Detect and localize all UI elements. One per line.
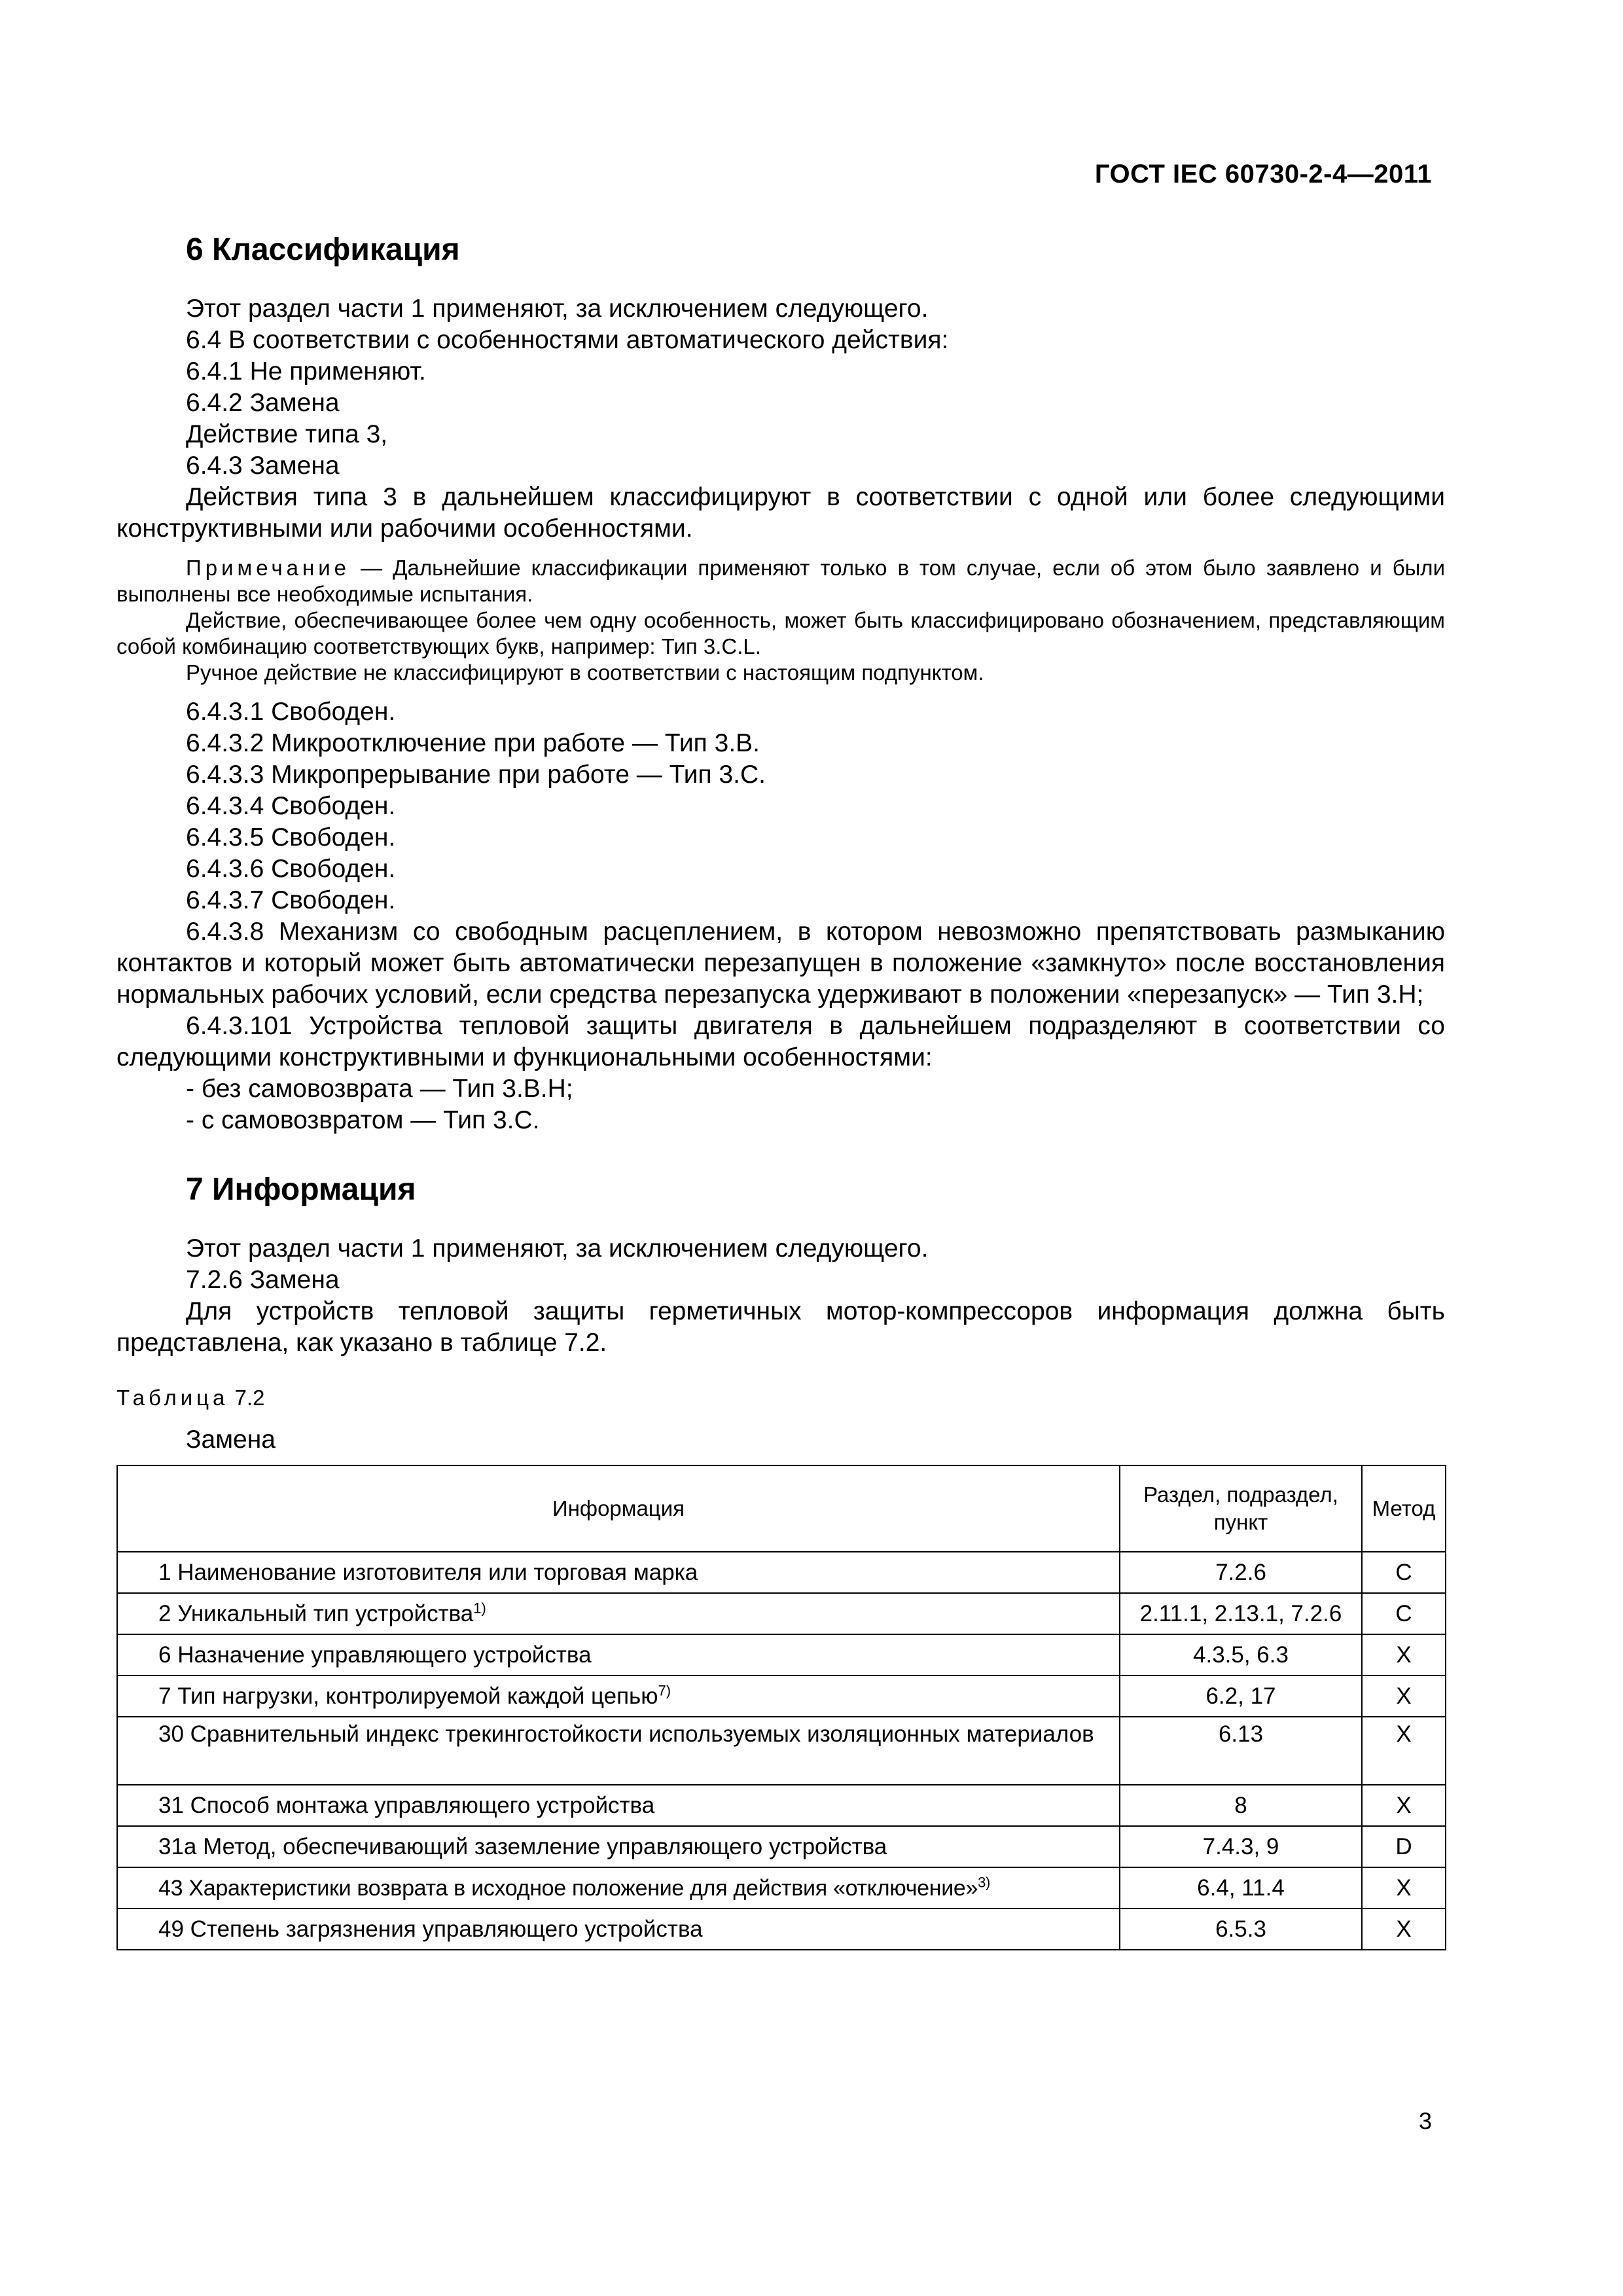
classification-item: - без самовозврата — Тип 3.В.Н;	[186, 1075, 573, 1103]
header-section: Раздел, подраздел, пункт	[1120, 1465, 1362, 1552]
row-info: 30 Сравнительный индекс трекингостойкости используемых изоляционных материалов	[117, 1717, 1120, 1785]
row-section: 2.11.1, 2.13.1, 7.2.6	[1120, 1593, 1362, 1634]
row-section: 7.4.3, 9	[1120, 1826, 1362, 1867]
section-7-line: Этот раздел части 1 применяют, за исключением следующего.	[186, 1234, 929, 1263]
document-body	[116, 229, 1445, 1950]
section-6-line: Действие типа 3,	[186, 420, 388, 448]
classification-item: 6.4.3.4 Свободен.	[186, 792, 396, 820]
row-info: 6 Назначение управляющего устройства	[117, 1634, 1120, 1676]
classification-item: 6.4.3.101 Устройства тепловой защиты двигателя в дальнейшем подразделяют в соответствии со следующими конструктивными и функциональными особенностями:	[116, 1012, 1445, 1071]
classification-item: 6.4.3.3 Микропрерывание при работе — Тип 3.С.	[186, 761, 766, 789]
table-row	[117, 1676, 1446, 1717]
row-info: 31 Способ монтажа управляющего устройства	[117, 1785, 1120, 1826]
standard-code: ГОСТ IEC 60730-2-4—2011	[1094, 160, 1432, 188]
section-6-line: 6.4.2 Замена	[186, 389, 340, 417]
row-section: 7.2.6	[1120, 1552, 1362, 1593]
table-header-row	[117, 1465, 1446, 1552]
section-6-line: Действия типа 3 в дальнейшем классифицируют в соответствии с одной или более следующими конструктивными или рабочими особенностями.	[116, 483, 1445, 543]
table-row	[117, 1867, 1446, 1909]
row-section: 6.4, 11.4	[1120, 1867, 1362, 1909]
classification-item: 6.4.3.1 Свободен.	[186, 698, 396, 726]
row-info: 49 Степень загрязнения управляющего устройства	[117, 1909, 1120, 1950]
row-method: X	[1362, 1717, 1446, 1785]
table-caption	[116, 1385, 1445, 1411]
table-row	[117, 1552, 1446, 1593]
row-method: C	[1362, 1552, 1446, 1593]
classification-item: 6.4.3.5 Свободен.	[186, 823, 396, 852]
row-section: 6.5.3	[1120, 1909, 1362, 1950]
row-info: 43 Характеристики возврата в исходное положение для действия «отключение»$^{3)}$	[117, 1867, 1120, 1909]
classification-item: 6.4.3.6 Свободен.	[186, 855, 396, 883]
row-info: 2 Уникальный тип устройства$^{1)}$	[117, 1593, 1120, 1634]
header-information: Информация	[117, 1465, 1120, 1552]
row-method: X	[1362, 1676, 1446, 1717]
header-method: Метод	[1362, 1465, 1446, 1552]
row-info: 31a Метод, обеспечивающий заземление управляющего устройства	[117, 1826, 1120, 1867]
table-row	[117, 1593, 1446, 1634]
section-6-line: 6.4.1 Не применяют.	[186, 357, 426, 386]
table-subtitle: Замена	[186, 1426, 276, 1454]
row-section: 6.13	[1120, 1717, 1362, 1785]
row-info: 7 Тип нагрузки, контролируемой каждой цепью$^{7)}$	[117, 1676, 1120, 1717]
section-6-heading: 6 Классификация	[186, 232, 460, 267]
classification-item: 6.4.3.2 Микроотключение при работе — Тип 3.В.	[186, 729, 760, 757]
table-caption-label: Таблица	[116, 1386, 229, 1410]
classification-item: - с самовозвратом — Тип 3.С.	[186, 1106, 540, 1134]
row-info: 1 Наименование изготовителя или торговая марка	[117, 1552, 1120, 1593]
note-line: Действие, обеспечивающее более чем одну особенность, может быть классифицировано обозначением, представляющим собой комбинацию соответствующих букв, например: Тип 3.С.L.	[116, 608, 1445, 658]
table-row	[117, 1826, 1446, 1867]
row-method: X	[1362, 1785, 1446, 1826]
table-row	[117, 1909, 1446, 1950]
classification-item: 6.4.3.8 Механизм со свободным расцеплением, в котором невозможно препятствовать размыканию контактов и который может быть автоматически перезапущен в положение «замкнуто» после восстановления нормальных рабочих условий, если средства перезапуска удерживают в положении «перезапуск» — Тип 3.Н;	[116, 918, 1445, 1009]
table-caption-number: 7.2	[228, 1386, 265, 1410]
note-label: Примечание	[186, 556, 351, 580]
table-row	[117, 1785, 1446, 1826]
row-method: X	[1362, 1634, 1446, 1676]
section-6-line: 6.4 В соответствии с особенностями автоматического действия:	[186, 326, 949, 354]
row-section: 8	[1120, 1785, 1362, 1826]
row-section: 6.2, 17	[1120, 1676, 1362, 1717]
note	[116, 555, 1445, 607]
table-row	[117, 1634, 1446, 1676]
section-7-line: Для устройств тепловой защиты герметичных мотор-компрессоров информация должна быть представлена, как указано в таблице 7.2.	[116, 1297, 1445, 1357]
note-text: — Дальнейшие классификации применяют только в том случае, если об этом было заявлено и были выполнены все необходимые испытания.	[116, 556, 1445, 606]
classification-item: 6.4.3.7 Свободен.	[186, 886, 396, 914]
row-section: 4.3.5, 6.3	[1120, 1634, 1362, 1676]
section-6-line: Этот раздел части 1 применяют, за исключением следующего.	[186, 295, 929, 323]
page-number: 3	[1418, 2108, 1432, 2134]
row-method: X	[1362, 1909, 1446, 1950]
section-7-line: 7.2.6 Замена	[186, 1266, 340, 1294]
row-method: X	[1362, 1867, 1446, 1909]
section-6-line: 6.4.3 Замена	[186, 452, 340, 480]
information-table	[116, 1465, 1446, 1950]
note-line: Ручное действие не классифицируют в соответствии с настоящим подпунктом.	[186, 660, 984, 685]
section-7-heading: 7 Информация	[186, 1172, 416, 1207]
row-method: C	[1362, 1593, 1446, 1634]
table-row	[117, 1717, 1446, 1785]
row-method: D	[1362, 1826, 1446, 1867]
